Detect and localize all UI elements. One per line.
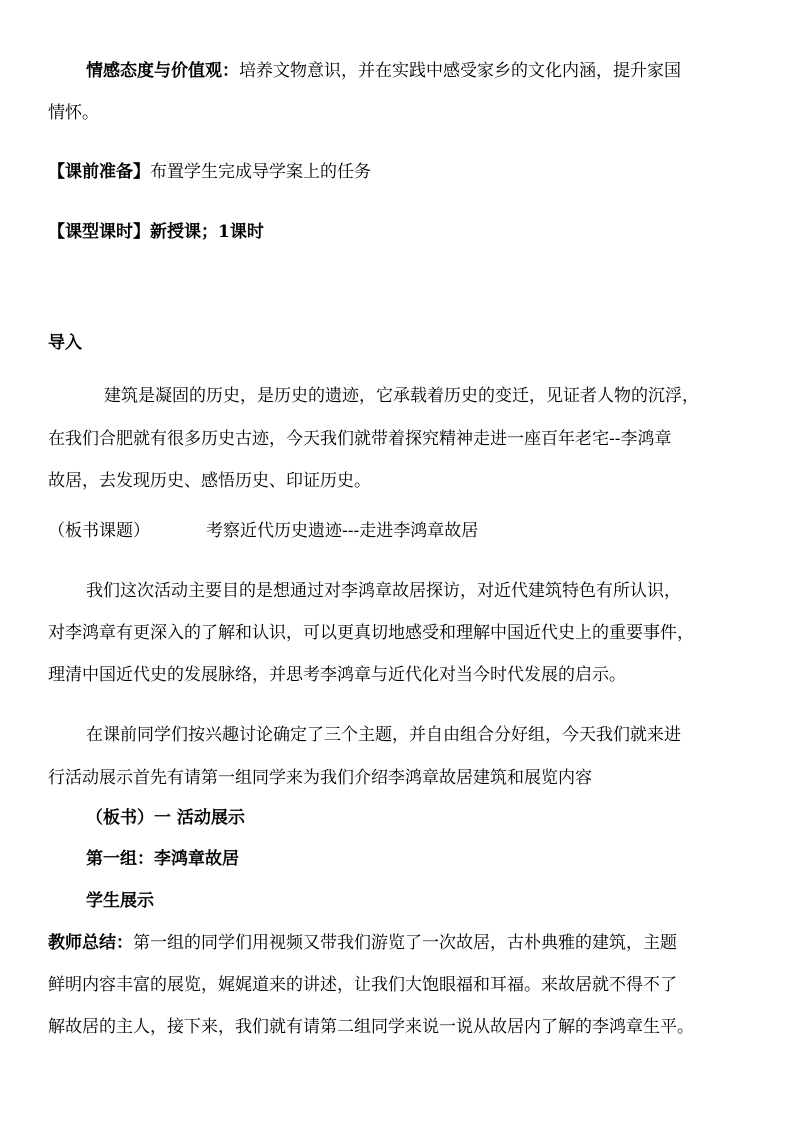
intro-para2-line1: 我们这次活动主要目的是想通过对李鸿章故居探访，对近代建筑特色有所认识， — [86, 581, 681, 601]
teacher-summary-line1 — [48, 932, 758, 954]
intro-para2-line2: 对李鸿章有更深入的了解和认识，可以更真切地感受和理解中国近代史上的重要事件， — [48, 623, 694, 643]
intro-heading: 导入 — [48, 333, 82, 353]
emotion-objective-line-1 — [48, 60, 758, 82]
board-title-text: 考察近代历史遗迹---走进李鸿章故居 — [206, 521, 479, 541]
board-title-label: （板书课题） — [48, 521, 150, 541]
prep-label: 【课前准备】 — [48, 162, 150, 182]
emotion-objective-label: 情感态度与价值观： — [86, 61, 239, 81]
prep-line — [48, 161, 758, 183]
board-title-line — [48, 520, 758, 542]
emotion-objective-text: 培养文物意识，并在实践中感受家乡的文化内涵，提升家国 — [239, 61, 681, 81]
intro-para1-line3: 故居，去发现历史、感悟历史、印证历史。 — [48, 471, 371, 491]
lesson-type-text: 新授课；1课时 — [150, 222, 264, 242]
intro-para2-line3: 理清中国近代史的发展脉络，并思考李鸿章与近代化对当今时代发展的启示。 — [48, 665, 626, 685]
group1-heading: 第一组：李鸿章故居 — [86, 849, 239, 869]
teacher-summary-text: 第一组的同学们用视频又带我们游览了一次故居，古朴典雅的建筑，主题 — [133, 933, 677, 953]
intro-para1-line1: 建筑是凝固的历史，是历史的遗迹，它承载着历史的变迁，见证者人物的沉浮， — [104, 386, 699, 406]
emotion-objective-line-2: 情怀。 — [48, 103, 99, 123]
lesson-type-label: 【课型课时】 — [48, 222, 150, 242]
student-show-heading: 学生展示 — [86, 891, 154, 911]
lesson-type-line — [48, 221, 758, 243]
teacher-summary-line3: 解故居的主人，接下来，我们就有请第二组同学来说一说从故居内了解的李鸿章生平。 — [48, 1017, 694, 1037]
teacher-summary-line2: 鲜明内容丰富的展览，娓娓道来的讲述，让我们大饱眼福和耳福。来故居就不得不了 — [48, 975, 677, 995]
intro-para3-line2: 行活动展示首先有请第一组同学来为我们介绍李鸿章故居建筑和展览内容 — [48, 768, 592, 788]
prep-text: 布置学生完成导学案上的任务 — [150, 162, 371, 182]
intro-para3-line1: 在课前同学们按兴趣讨论确定了三个主题，并自由组合分好组，今天我们就来进 — [86, 725, 681, 745]
activity-board-heading: （板书）一 活动展示 — [86, 808, 245, 828]
intro-para1-line2: 在我们合肥就有很多历史古迹，今天我们就带着探究精神走进一座百年老宅--李鸿章 — [48, 429, 672, 449]
teacher-summary-label: 教师总结： — [48, 933, 133, 953]
